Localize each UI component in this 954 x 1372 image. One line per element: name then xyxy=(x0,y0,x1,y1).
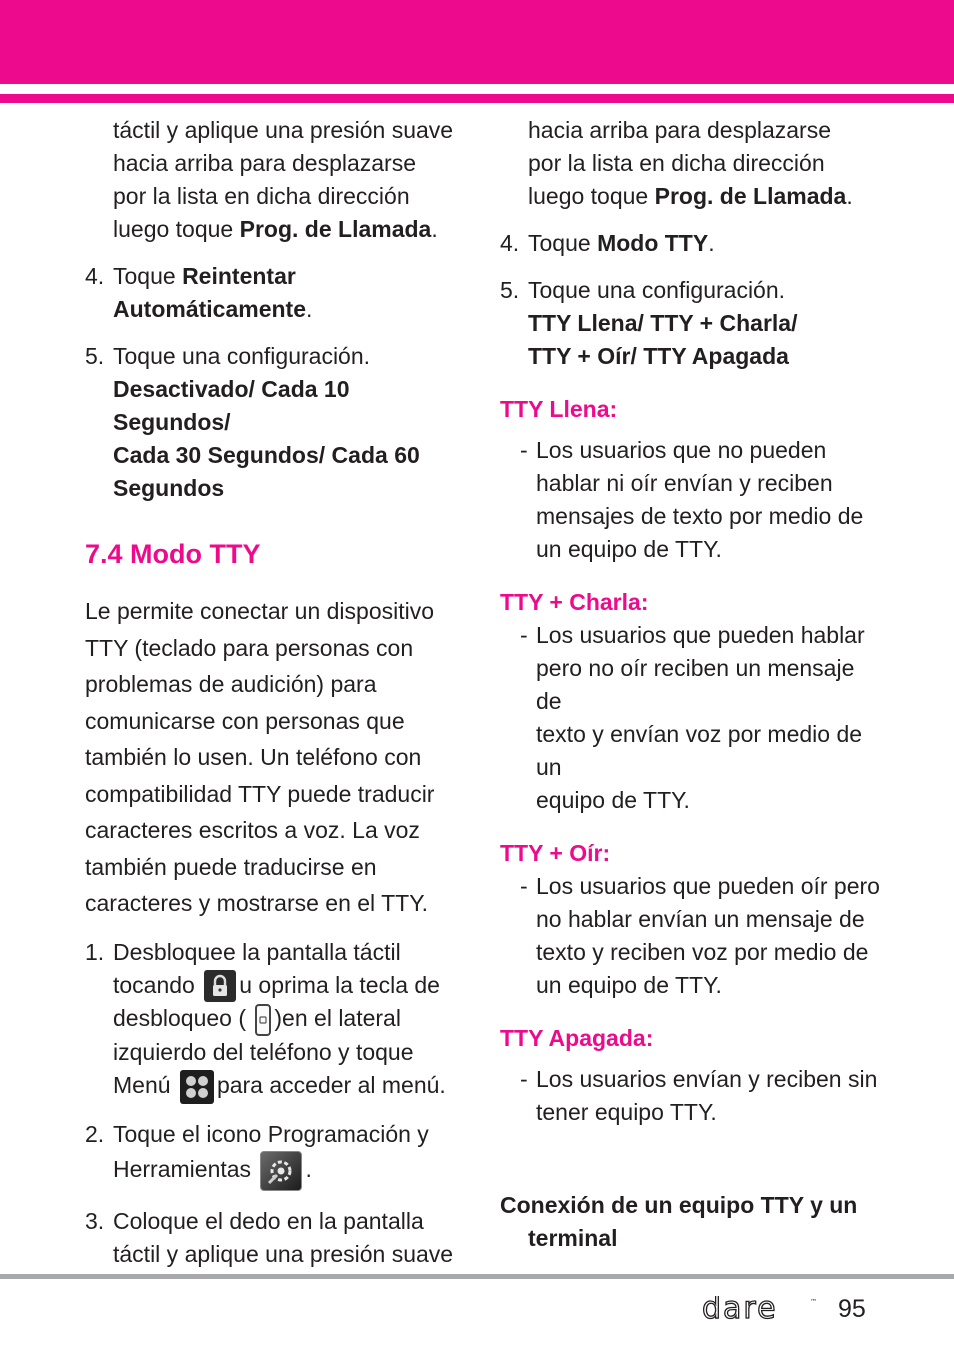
subsection-title: TTY Apagada: xyxy=(500,1025,654,1051)
dash-item: - Los usuarios que no pueden hablar ni oír envían y reciben mensajes de texto por medio de un equipo de TTY. xyxy=(520,437,864,562)
text-line: hacia arriba para desplazarse xyxy=(113,150,417,176)
header-rule xyxy=(0,94,954,103)
dash-item: - Los usuarios envían y reciben sin tener equipo TTY. xyxy=(520,1066,878,1125)
right-column xyxy=(500,114,880,1255)
section-heading: 7.4 Modo TTY xyxy=(85,539,261,569)
menu-grid-icon xyxy=(180,1070,214,1104)
lock-icon xyxy=(204,970,236,1002)
dare-logo xyxy=(702,1296,820,1324)
svg-text:dare: dare xyxy=(702,1296,778,1324)
step-item: 4. Toque Modo TTY. xyxy=(500,227,880,260)
connection-heading: Conexión de un equipo TTY y un terminal xyxy=(500,1192,858,1251)
text-line: luego toque Prog. de Llamada. xyxy=(113,216,438,242)
dash-item: - Los usuarios que pueden oír pero no hablar envían un mensaje de texto y reciben voz por medio de un equipo de TTY. xyxy=(520,873,880,998)
step-item: 4. Toque Reintentar Automáticamente. xyxy=(85,260,465,326)
header-band xyxy=(0,0,954,84)
section-body: Le permite conectar un dispositivo TTY (teclado para personas con problemas de audición) para comunicarse con personas que también lo usen. Un teléfono con compatibilidad TTY puede traducir caracteres escritos a voz. La voz también puede traducirse en caracteres y mostrarse en el TTY. xyxy=(85,598,435,916)
step-number: 3. xyxy=(85,1208,105,1235)
footer-rule xyxy=(0,1274,954,1279)
svg-text:™: ™ xyxy=(810,1298,817,1306)
step-item: 5. Toque una configuración. Desactivado/ Cada 10 Segundos/ Cada 30 Segundos/ Cada 60 Segundos xyxy=(85,340,465,505)
step-number: 1. xyxy=(85,938,105,965)
step-item: 1. Desbloquee la pantalla táctil tocando u oprima la tecla de desbloqueo ( )en el lateral izquierdo del teléfono y toque Menú para acceder al menú. xyxy=(85,936,465,1105)
left-continuation xyxy=(85,114,465,246)
left-column xyxy=(85,114,465,1271)
text-line: táctil y aplique una presión suave xyxy=(113,117,454,143)
right-continuation: hacia arriba para desplazarse por la lista en dicha dirección luego toque Prog. de Llamada. xyxy=(528,117,853,209)
unlock-key-icon xyxy=(255,1004,271,1036)
step-number: 2. xyxy=(85,1121,105,1148)
step-item: 5. Toque una configuración. TTY Llena/ TTY + Charla/ TTY + Oír/ TTY Apagada xyxy=(500,274,880,373)
step-item: 2. Toque el icono Programación y Herramientas . xyxy=(85,1118,465,1191)
settings-tools-icon xyxy=(260,1151,302,1191)
step-number: 4. xyxy=(85,263,105,289)
subsection-title: TTY + Charla: xyxy=(500,589,649,615)
step-number: 5. xyxy=(85,343,105,369)
step-number: 5. xyxy=(500,277,520,303)
subsection-title: TTY + Oír: xyxy=(500,840,611,866)
subsection-title: TTY Llena: xyxy=(500,396,618,422)
step-item: 3. Coloque el dedo en la pantalla táctil y aplique una presión suave xyxy=(85,1205,465,1271)
text-line: por la lista en dicha dirección xyxy=(113,183,410,209)
page-number: 95 xyxy=(838,1295,866,1323)
step-number: 4. xyxy=(500,230,520,256)
dash-item: - Los usuarios que pueden hablar pero no oír reciben un mensaje de texto y envían voz por medio de un equipo de TTY. xyxy=(520,622,865,813)
